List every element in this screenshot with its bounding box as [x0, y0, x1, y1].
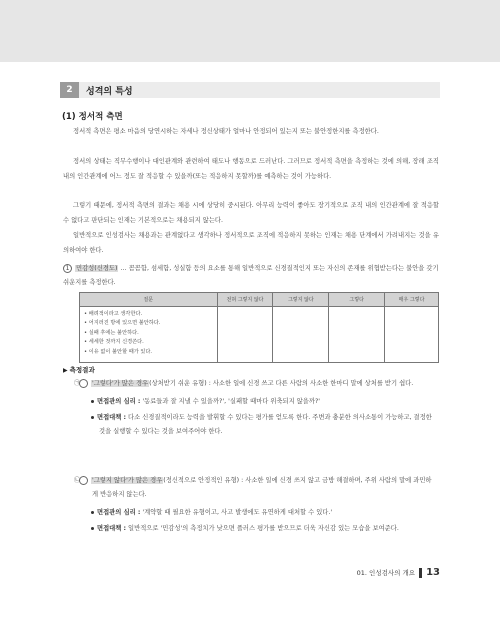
col-yes: 그렇다	[329, 293, 385, 307]
question-table	[79, 292, 439, 363]
result-b-text: (정신적으로 안정적인 유형) : 사소한 일에 신경 쓰지 않고 금방 해결하며, 주위 사람의 말에 과민하게 반응하지 않는다.	[92, 477, 432, 498]
answer-cell-very[interactable]	[385, 307, 439, 363]
answer-cell-not[interactable]	[273, 307, 329, 363]
item-sensitivity	[63, 262, 439, 289]
question-item: • 배려적이라고 생각한다.	[84, 311, 143, 317]
table-row	[80, 307, 439, 363]
section-number: 2	[60, 82, 79, 98]
col-never: 전혀 그렇지 않다	[217, 293, 273, 307]
item-marker: 1	[63, 264, 72, 273]
results-heading: ▶ 측정결과	[63, 366, 95, 374]
section-header	[60, 82, 440, 98]
paragraph-3: 그렇기 때문에, 정서적 측면의 결과는 채용 시에 상당히 중시된다. 아무리 능력이 좋아도 장기적으로 조직 내의 인간관계에 잘 적응할 수 없다고 판단되는 인재는 기본적으로는 채용되지 않는다.	[63, 202, 439, 224]
answer-cell-yes[interactable]	[329, 307, 385, 363]
result-a-marker: ㉠	[79, 379, 88, 388]
result-b-marker: ㉡	[79, 476, 88, 485]
paragraph-4: 일반적으로 인성검사는 채용과는 관계없다고 생각하나 정서적으로 조직에 적응하지 못하는 인재는 채용 단계에서 가려내지는 것을 유의하여야 한다.	[63, 232, 439, 254]
page-number: 13	[426, 567, 440, 578]
question-item: • 세세한 것까지 신경쓴다.	[84, 339, 144, 346]
result-b-label: '그렇지 않다'가 많은 경우	[92, 477, 163, 484]
triangle-icon: ▶	[63, 367, 68, 374]
paragraph-1: 정서적 측면은 평소 마음의 당연시하는 자세나 정신상태가 얼마나 안정되어 있는지 또는 불안정한지를 측정한다.	[73, 128, 379, 135]
bullet-icon	[91, 527, 94, 530]
bullet-icon	[91, 511, 94, 514]
item-text: … 꼼꼼함, 섬세함, 성실함 등의 요소를 통해 일반적으로 신경질적인지 또는 자신의 존재를 위협받는다는 불안을 갖기 쉬운지를 측정한다.	[63, 265, 439, 286]
col-very: 매우 그렇다	[385, 293, 439, 307]
result-a-label: '그렇다'가 많은 경우	[92, 380, 149, 387]
subsection-title: (1) 정서적 측면	[62, 112, 123, 122]
result-a: ㉠ '그렇다'가 많은 경우(상처받기 쉬운 유형) : 사소한 일에 신경 쓰고 다른 사람의 사소한 한마디 말에 상처를 받기 쉽다. 면접관의 심리 : '동료들과 잘 지낼 수 있을까?', '실패할 때마다 위축되지 않을까?' 면접대책 : 다소 신경질적이라도 능력을 발휘할 수 있다는 평가를 얻도록 한다. 주변과 충분한 의사소통이 가능하고, 결정한 것을 실행할 수 있다는 것을 보여주어야 한다.	[73, 379, 432, 435]
item-term: 민감성(신경도)	[76, 265, 118, 272]
answer-cell-never[interactable]	[217, 307, 273, 363]
section-title: 성격의 특성	[86, 86, 133, 97]
question-item: • 어지러진 방에 있으면 불안하다.	[84, 320, 161, 327]
result-a-text: (상처받기 쉬운 유형) : 사소한 일에 신경 쓰고 다른 사람의 사소한 한마디 말에 상처를 받기 쉽다.	[149, 380, 414, 387]
paragraph-2: 정서의 상태는 직무수행이나 대인관계와 관련하여 태도나 행동으로 드러난다. 그러므로 정서적 측면을 측정하는 것에 의해, 장래 조직 내의 인간관계에 어느 정도 잘 적응할 수 있을까(또는 적응하지 못할까)를 예측하는 것이 가능하다.	[63, 158, 439, 180]
bullet-icon	[91, 400, 94, 403]
footer-divider	[419, 568, 422, 578]
bullet-icon	[91, 416, 94, 419]
col-question: 질문	[80, 293, 218, 307]
question-item: • 이유 없이 불안할 때가 있다.	[84, 348, 153, 355]
question-item: • 실패 후에는 불안하다.	[84, 329, 139, 336]
page-footer	[357, 567, 440, 578]
top-banner	[0, 0, 500, 62]
result-b: ㉡ '그렇지 않다'가 많은 경우(정신적으로 안정적인 유형) : 사소한 일에 신경 쓰지 않고 금방 해결하며, 주위 사람의 말에 과민하게 반응하지 않는다. 면접관의 심리 : '계약할 때 필요한 유형이고, 사고 발생에도 유연하게 대처할 수 있다.' 면접대책 : 일반적으로 '민감성'의 측정치가 낮으면 플러스 평가를 받으므로 더욱 자신감 있는 모습을 보여준다.	[73, 476, 432, 532]
question-list	[80, 307, 218, 363]
col-not: 그렇지 않다	[273, 293, 329, 307]
chapter-label: 01. 인성검사의 개요	[356, 569, 416, 577]
